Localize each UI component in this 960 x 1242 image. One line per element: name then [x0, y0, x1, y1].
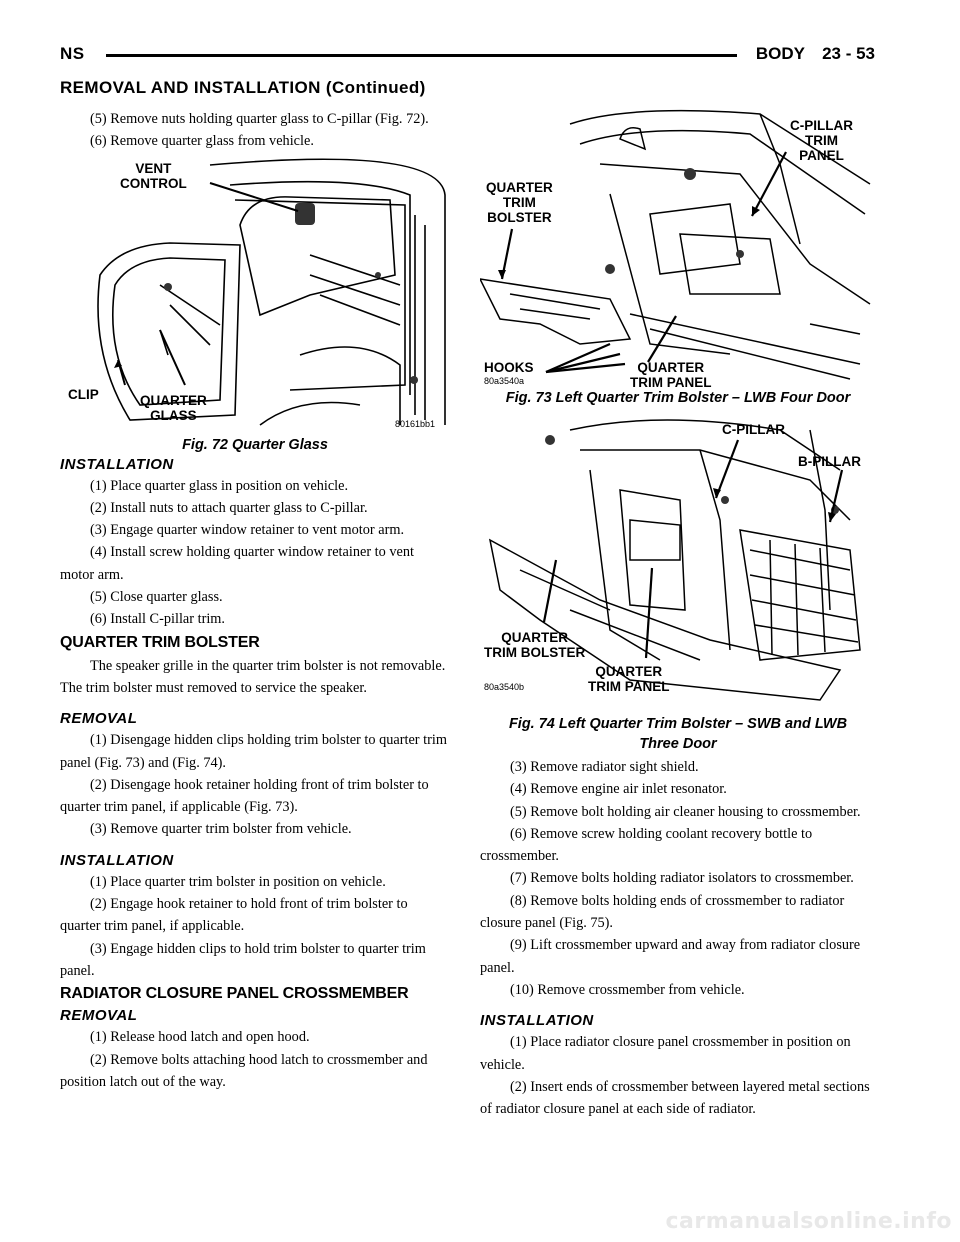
- header-vehicle-code: NS: [60, 44, 85, 63]
- figure-72-caption: Fig. 72 Quarter Glass: [182, 436, 328, 453]
- left-column: [60, 108, 450, 1093]
- label-c-pillar-trim-panel: C-PILLAR TRIM PANEL: [790, 118, 853, 163]
- label-c-pillar: C-PILLAR: [722, 422, 785, 437]
- label-quarter-trim-bolster: QUARTER TRIM BOLSTER: [486, 180, 553, 225]
- installation-heading: INSTALLATION: [60, 851, 174, 869]
- figure-73-caption: Fig. 73 Left Quarter Trim Bolster – LWB Four Door: [505, 390, 851, 406]
- step-text: (3) Remove quarter trim bolster from vehicle.: [90, 821, 352, 838]
- removal-heading: REMOVAL: [60, 710, 138, 728]
- step-text: (8) Remove bolts holding ends of crossmember to radiator closure panel (Fig. 75).: [480, 892, 845, 932]
- step-text: (6) Remove quarter glass from vehicle.: [90, 133, 314, 150]
- step-text: (4) Remove engine air inlet resonator.: [510, 781, 727, 798]
- label-quarter-glass: QUARTER GLASS: [140, 392, 207, 423]
- header-page-number: 23 - 53: [822, 44, 875, 63]
- step-text: (1) Release hood latch and open hood.: [90, 1029, 310, 1046]
- label-quarter-trim-panel: QUARTER TRIM PANEL: [588, 664, 670, 694]
- step-text: (2) Insert ends of crossmember between layered metal sections of radiator closure panel at each side of radiator.: [480, 1078, 870, 1118]
- label-hooks: HOOKS: [484, 360, 534, 375]
- running-head: REMOVAL AND INSTALLATION (Continued): [60, 78, 426, 97]
- label-vent-control: VENT CONTROL: [120, 160, 187, 191]
- step-text: (7) Remove bolts holding radiator isolators to crossmember.: [510, 870, 854, 887]
- figure-code: 80a3540b: [484, 682, 525, 692]
- step-text: (10) Remove crossmember from vehicle.: [510, 981, 745, 998]
- radiator-crossmember-heading: RADIATOR CLOSURE PANEL CROSSMEMBER: [60, 985, 409, 1003]
- step-text: (1) Place radiator closure panel crossmember in position on vehicle.: [480, 1034, 851, 1073]
- removal-heading: REMOVAL: [60, 1007, 138, 1025]
- step-text: (3) Engage quarter window retainer to vent motor arm.: [90, 522, 405, 539]
- step-text: (2) Remove bolts attaching hood latch to crossmember and position latch out of the way.: [60, 1051, 428, 1090]
- header-section: BODY: [755, 44, 805, 63]
- step-text: (3) Remove radiator sight shield.: [510, 759, 699, 775]
- step-text: (3) Engage hidden clips to hold trim bolster to quarter trim panel.: [60, 940, 426, 979]
- step-text: (4) Install screw holding quarter window retainer to vent motor arm.: [60, 544, 414, 583]
- figure-code: 80a3540a: [484, 376, 525, 386]
- step-text: (5) Close quarter glass.: [90, 589, 223, 606]
- label-quarter-trim-panel: QUARTER TRIM PANEL: [630, 360, 712, 390]
- quarter-trim-bolster-heading: QUARTER TRIM BOLSTER: [60, 633, 260, 651]
- figure-72: [60, 155, 450, 435]
- body-text: The speaker grille in the quarter trim bolster is not removable. The trim bolster must removed to service the speaker.: [60, 657, 446, 696]
- step-text: (5) Remove bolt holding air cleaner housing to crossmember.: [510, 803, 861, 820]
- label-clip: CLIP: [68, 386, 99, 402]
- figure-74-caption: Fig. 74 Left Quarter Trim Bolster – SWB and LWB: [508, 716, 848, 732]
- quarter-glass-illustration: [60, 155, 450, 435]
- header-rule: [106, 54, 737, 57]
- step-text: (1) Disengage hidden clips holding trim bolster to quarter trim panel (Fig. 73) and (Fig. 74).: [60, 732, 447, 771]
- step-text: (6) Install C-pillar trim.: [90, 611, 225, 628]
- step-text: (2) Engage hook retainer to hold front of trim bolster to quarter trim panel, if applicable.: [60, 896, 408, 935]
- figure-74-caption-line2: Three Door: [639, 736, 717, 752]
- step-text: (5) Remove nuts holding quarter glass to C-pillar (Fig. 72).: [90, 111, 429, 127]
- figure-73: [480, 104, 876, 390]
- step-text: (9) Lift crossmember upward and away from radiator closure panel.: [480, 937, 861, 976]
- right-column: [480, 104, 876, 1120]
- step-text: (1) Place quarter trim bolster in position on vehicle.: [90, 873, 386, 890]
- step-text: (6) Remove screw holding coolant recovery bottle to crossmember.: [480, 825, 813, 865]
- watermark: carmanualsonline.info: [665, 1209, 952, 1234]
- step-text: (2) Disengage hook retainer holding front of trim bolster to quarter trim panel, if applicable (Fig. 73).: [60, 776, 429, 816]
- page-header: [60, 42, 875, 72]
- label-quarter-trim-bolster: QUARTER TRIM BOLSTER: [484, 630, 586, 660]
- step-text: (1) Place quarter glass in position on vehicle.: [90, 477, 349, 494]
- figure-code: 80161bb1: [395, 418, 436, 429]
- installation-heading: INSTALLATION: [60, 455, 174, 473]
- step-text: (2) Install nuts to attach quarter glass to C-pillar.: [90, 499, 368, 516]
- label-b-pillar: B-PILLAR: [798, 454, 861, 469]
- figure-74: [480, 410, 876, 704]
- installation-heading: INSTALLATION: [480, 1012, 594, 1030]
